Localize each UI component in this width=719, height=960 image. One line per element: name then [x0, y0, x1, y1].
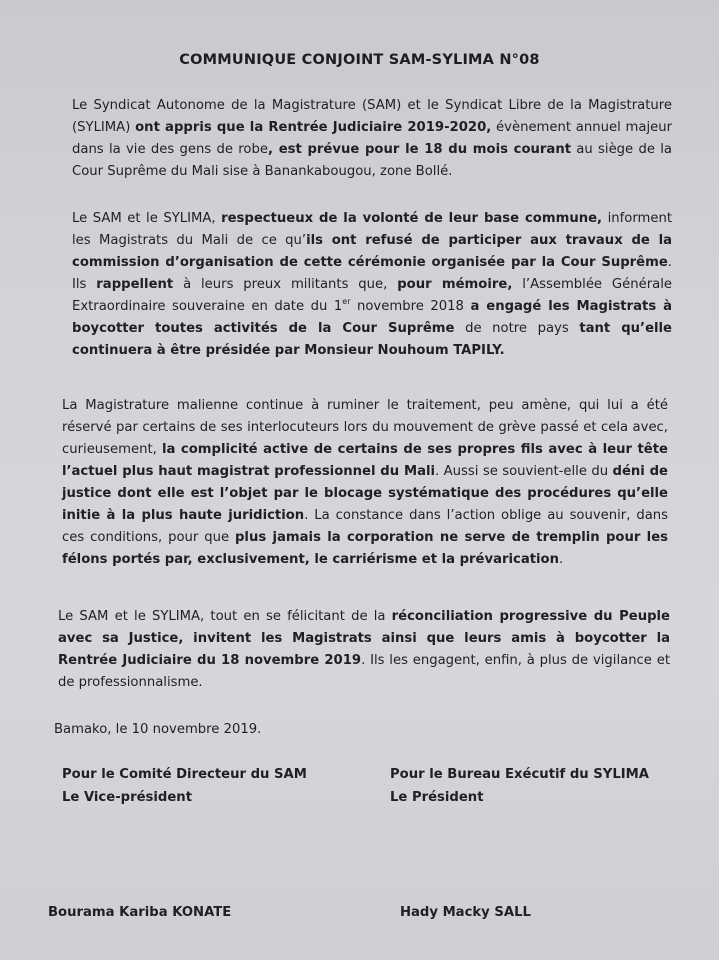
text-run: l’Assemblée Générale Extraordinaire souveraine en date du 1 — [72, 277, 672, 314]
signature-sam-line1: Pour le Comité Directeur du SAM — [62, 767, 307, 782]
signature-block-sylima — [390, 763, 649, 809]
paragraph-3 — [62, 395, 668, 571]
signature-sylima-line1: Pour le Bureau Exécutif du SYLIMA — [390, 767, 649, 782]
place-date: Bamako, le 10 novembre 2019. — [54, 722, 262, 737]
text-run: évènement annuel majeur dans la vie des gens de robe — [72, 120, 672, 157]
signatory-name-sam: Bourama Kariba KONATE — [48, 905, 232, 920]
text-run: de notre pays — [454, 321, 580, 336]
text-run: . Ils les engagent, enfin, à plus de vigilance et de professionnalisme. — [58, 653, 670, 690]
text-run: respectueux de la volonté de leur base commune, — [221, 211, 603, 226]
paragraph-2 — [72, 208, 672, 362]
text-run: . Ils — [72, 255, 672, 292]
text-run: rappellent — [96, 277, 174, 292]
text-run: . — [559, 552, 564, 567]
document-title: COMMUNIQUE CONJOINT SAM-SYLIMA N°08 — [179, 52, 540, 68]
text-run: Le SAM et le SYLIMA, tout en se félicitant de la — [58, 609, 392, 624]
signatory-name-sylima: Hady Macky SALL — [400, 905, 531, 920]
paragraph-1 — [72, 95, 672, 183]
paragraph-4 — [58, 606, 670, 694]
text-run: Le Syndicat Autonome de la Magistrature (SAM) et le Syndicat Libre de la Magistrature (SYLIMA) — [72, 98, 672, 135]
text-run: réconciliation progressive du Peuple avec sa Justice, invitent les Magistrats ainsi que leurs amis à boycotter la Rentrée Judiciaire du 18 novembre 2019 — [58, 609, 671, 668]
signature-sylima-line2: Le Président — [390, 790, 484, 805]
text-run: ils ont refusé de participer aux travaux de la commission d’organisation de cette cérémonie organisée par la Cour Suprême — [72, 233, 672, 270]
text-run: . Aussi se souvient-elle du — [435, 464, 613, 479]
text-run: La Magistrature malienne continue à ruminer le traitement, peu amène, qui lui a été réservé par certains de ses interlocuteurs lors du mouvement de grève passé et cela avec, curieusement, — [62, 398, 668, 457]
text-run: au siège de la Cour Suprême du Mali sise à Banankabougou, zone Bollé. — [72, 142, 672, 179]
text-run: tant qu’elle continuera à être présidée par Monsieur Nouhoum TAPILY. — [72, 321, 672, 358]
text-run: la complicité active de certains de ses propres fils avec à leur tête l’actuel plus haut magistrat professionnel du Mali — [62, 442, 668, 479]
text-run: à leurs preux militants que, — [173, 277, 398, 292]
text-run: novembre 2018 — [350, 299, 471, 314]
text-run: a engagé les Magistrats à boycotter toutes activités de la Cour Suprême — [72, 299, 672, 336]
signature-sam-line2: Le Vice-président — [62, 790, 193, 805]
text-run: Le SAM et le SYLIMA, — [72, 211, 222, 226]
text-run: informent les Magistrats du Mali de ce qu’ — [72, 211, 672, 248]
text-run: ont appris que la Rentrée Judiciaire 2019-2020, — [135, 120, 492, 135]
text-run: plus jamais la corporation ne serve de tremplin pour les félons portés par, exclusivement, le carriérisme et la prévarication — [62, 530, 668, 567]
signature-block-sam — [62, 763, 307, 809]
text-run: er — [342, 297, 351, 306]
text-run: pour mémoire, — [397, 277, 513, 292]
text-run: déni de justice dont elle est l’objet par le blocage systématique des procédures qu’elle initie à la plus haute juridiction — [62, 464, 668, 523]
text-run: . La constance dans l’action oblige au souvenir, dans ces conditions, pour que — [62, 508, 669, 545]
text-run: , est prévue pour le 18 du mois courant — [268, 142, 572, 157]
